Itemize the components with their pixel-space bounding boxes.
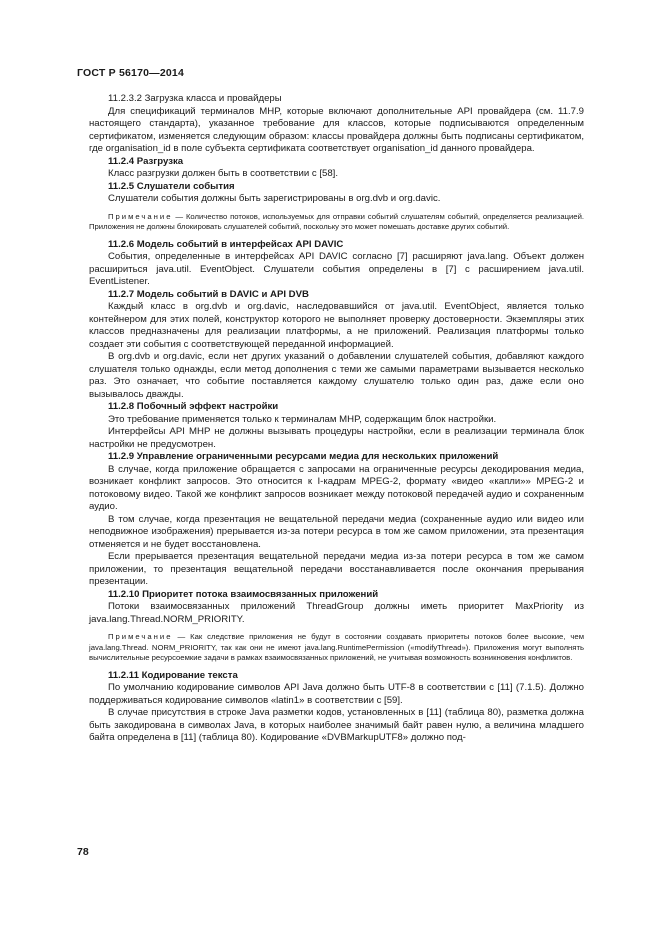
section-11-2-10-text: Потоки взаимосвязанных приложений ThreadGroup должны иметь приоритет MaxPriority из java.lang.Thread.NORM_PRIORITY.	[89, 601, 584, 625]
section-11-2-10-heading: 11.2.10 Приоритет потока взаимосвязанных приложений	[108, 588, 379, 600]
section-11-2-11-heading: 11.2.11 Кодирование текста	[108, 669, 238, 681]
section-11-2-5-note	[89, 212, 584, 233]
section-11-2-3-2-title: 11.2.3.2 Загрузка класса и провайдеры	[108, 93, 282, 104]
section-11-2-5-text: Слушатели события должны быть зарегистрированы в org.dvb и org.davic.	[108, 193, 441, 204]
note-label: Примечание	[108, 211, 173, 221]
section-11-2-11-text-1: По умолчанию кодирование символов API Java должно быть UTF-8 в соответствии с [11] (7.1.5). Должно поддерживаться кодирование символов «latin1» в соответствии с [59].	[89, 682, 584, 706]
section-11-2-7-text-2: В org.dvb и org.davic, если нет других указаний о добавлении слушателей события, добавляют каждого слушателя только однажды, если метод дополнения с теми же самыми параметрами вызывается несколько раз. Это означает, что событие поставляется каждому слушателю только один раз, даже если оно вызывалось дважды.	[89, 351, 584, 400]
section-11-2-6-heading: 11.2.6 Модель событий в интерфейсах API DAVIC	[108, 238, 344, 250]
section-11-2-10-note	[89, 632, 584, 664]
section-11-2-11-text-2: В случае присутствия в строке Java разметки кодов, установленных в [11] (таблица 80), разметка должна быть закодирована в символах Java, в которых наиболее значимый байт равен нулю, а величина младшего байта определена в [11] (таблица 80). Кодирование «DVBMarkupUTF8» должно под-	[89, 707, 584, 744]
section-11-2-8-heading: 11.2.8 Побочный эффект настройки	[108, 401, 279, 413]
page-number: 78	[77, 846, 89, 858]
section-11-2-4-text: Класс разгрузки должен быть в соответствии с [58].	[108, 168, 338, 179]
section-11-2-8-text-2: Интерфейсы API MHP не должны вызывать процедуры настройки, если в реализации терминала блок настройки не предусмотрен.	[89, 426, 584, 450]
section-11-2-9-heading: 11.2.9 Управление ограниченными ресурсами медиа для нескольких приложений	[108, 451, 499, 463]
page-content	[89, 93, 584, 745]
section-11-2-8-text-1: Это требование применяется только к терминалам MHP, содержащим блок настройки.	[108, 413, 497, 425]
section-11-2-7-heading: 11.2.7 Модель событий в DAVIC и API DVB	[108, 288, 309, 300]
section-11-2-7-text-1: Каждый класс в org.dvb и org.davic, наследовавшийся от java.util. EventObject, является только контейнером для этих полей, конструктор которого не выполняет проверку достоверности. Экземпляры этих классов предназначены для реализации платформы, а не приложений. Реализация платформы только создает эти события с соответствующей переданной информацией.	[89, 301, 584, 350]
section-11-2-9-text-2: В том случае, когда презентация не вещательной передачи медиа (сохраненные аудио или видео или неподвижное изображения) прерывается из-за потери ресурса в том же самом приложении, эта презентация отменяется и не будет восстановлена.	[89, 513, 584, 550]
section-11-2-3-2-text: Для спецификаций терминалов MHP, которые включают дополнительные API провайдера (см. 11.7.9 настоящего стандарта), указанное требование для классов, которые подписываются определенным сертификатом, изменяется следующим образом: классы провайдера должны быть подписаны сертификатом, где organisation_id в поле субъекта сертификата соответствует organisation_id данного провайдера.	[89, 105, 584, 154]
section-11-2-4-heading: 11.2.4 Разгрузка	[108, 155, 184, 167]
section-11-2-5-heading: 11.2.5 Слушатели события	[108, 180, 235, 192]
section-11-2-6-text: События, определенные в интерфейсах API DAVIC согласно [7] расширяют java.lang. Объект должен расшириться java.util. EventObject. Слушатели события определены в [7] с расширением java.util. EventListener.	[89, 251, 584, 288]
note-text: — Как следствие приложения не будут в состоянии создавать приоритеты потоков более высокие, чем java.lang.Thread. NORM_PRIORITY, так как они не имеют java.lang.RuntimePermission («modifyThread»). Приложения могут выполнять вычислительные ресурсоемкие задачи в рамках взаимосвязанных приложений, не учитывая возможность возникновения конфликтов.	[89, 632, 584, 663]
section-11-2-9-text-3: Если прерывается презентация вещательной передачи медиа из-за потери ресурса в том же самом приложении, то презентация вещательной передачи восстанавливается после окончания прерывания презентации.	[89, 551, 584, 588]
note-text: — Количество потоков, используемых для отправки событий слушателям событий, определяется реализацией. Приложения не должны блокировать слушателей событий, поскольку это может помешать доставке других событий.	[89, 211, 584, 232]
page-header: ГОСТ Р 56170—2014	[77, 67, 185, 79]
section-11-2-9-text-1: В случае, когда приложение обращается с запросами на ограниченные ресурсы декодирования медиа, возникает конфликт запросов. Это относится к I-кадрам MPEG-2, формату «видео «капли»» MPEG-2 и потоковому видео. Такой же конфликт запросов возникает между потоковой передачей аудио и сохраненным аудио.	[89, 463, 584, 513]
note-label: Примечание	[108, 632, 173, 642]
